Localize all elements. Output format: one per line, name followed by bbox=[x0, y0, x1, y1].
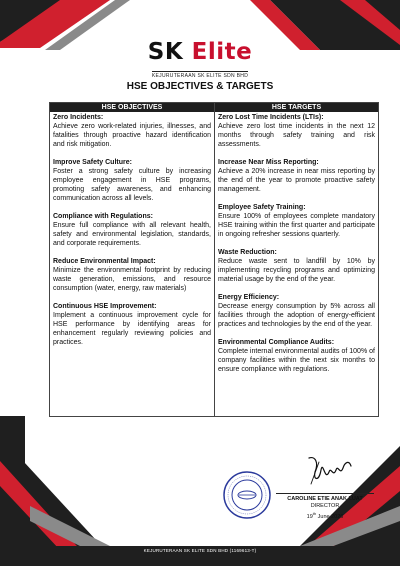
objective-title: Improve Safety Culture: bbox=[53, 159, 132, 166]
objective-item bbox=[53, 158, 211, 203]
logo-word-sk: SK bbox=[147, 39, 192, 65]
signature-line bbox=[276, 493, 374, 494]
objective-item bbox=[53, 212, 211, 248]
logo-tagline: KEJURUTERAAN SK ELITE SDN BHD bbox=[151, 73, 249, 79]
objective-text: Ensure full compliance with all relevant health, safety and environmental legislation, standards, and corporate requirements. bbox=[53, 222, 211, 247]
target-item bbox=[218, 203, 375, 239]
target-item bbox=[218, 293, 375, 329]
signing-date-suffix: th bbox=[312, 511, 317, 516]
footer-company-registration: KEJURUTERAAN SK ELITE SDN BHD (1169613-T) bbox=[143, 548, 257, 553]
signatory-block bbox=[270, 493, 380, 521]
objective-item bbox=[53, 257, 211, 293]
document-title: HSE OBJECTIVES & TARGETS bbox=[126, 81, 274, 92]
objective-title: Compliance with Regulations: bbox=[53, 213, 153, 220]
signatory-role: DIRECTOR bbox=[310, 503, 340, 509]
signatory-name: CAROLINE ETIE ANAK LUAT bbox=[287, 496, 363, 502]
target-text: Achieve a 20% increase in near miss reporting by the end of the year to promote proactive safety management. bbox=[218, 168, 375, 193]
objectives-header: HSE OBJECTIVES bbox=[50, 103, 214, 112]
target-item bbox=[218, 158, 375, 194]
target-item bbox=[218, 248, 375, 284]
objective-title: Reduce Environmental Impact: bbox=[53, 258, 156, 265]
objective-text: Minimize the environmental footprint by reducing waste generation, emissions, and resource consumption (water, energy, raw materials) bbox=[53, 267, 211, 292]
company-logo bbox=[0, 40, 400, 82]
target-text: Decrease energy consumption by 5% across all facilities through the adoption of energy-efficient practices and technologies by the end of the year. bbox=[218, 303, 375, 328]
targets-header: HSE TARGETS bbox=[215, 103, 378, 112]
company-seal-stamp bbox=[222, 470, 272, 520]
objective-text: Achieve zero work-related injuries, illnesses, and fatalities through proactive hazard identification and risk mitigation. bbox=[53, 123, 211, 148]
targets-column bbox=[214, 103, 378, 416]
target-title: Employee Safety Training: bbox=[218, 204, 306, 211]
objective-title: Continuous HSE Improvement: bbox=[53, 303, 157, 310]
logo-wordmark bbox=[0, 40, 400, 64]
logo-word-elite: Elite bbox=[191, 39, 253, 65]
objective-text: Implement a continuous improvement cycle for HSE performance by identifying areas for enhancement regularly reviewing policies and practices. bbox=[53, 312, 211, 346]
target-text: Reduce waste sent to landfill by 10% by implementing recycling programs and optimizing material usage by the end of the year. bbox=[218, 258, 375, 283]
objective-title: Zero Incidents: bbox=[53, 114, 104, 121]
target-title: Zero Lost Time Incidents (LTIs): bbox=[218, 114, 324, 121]
target-text: Ensure 100% of employees complete mandatory HSE training within the first quarter and participate in ongoing refresher sessions quarterly. bbox=[218, 213, 375, 238]
target-title: Increase Near Miss Reporting: bbox=[218, 159, 319, 166]
objective-item bbox=[53, 302, 211, 347]
objectives-column bbox=[50, 103, 214, 416]
objective-text: Foster a strong safety culture by increasing employee engagement in HSE programs, promoting safety awareness, and enhancing communication across all levels. bbox=[53, 168, 211, 202]
signing-date bbox=[270, 510, 380, 521]
target-title: Energy Efficiency: bbox=[218, 294, 280, 301]
target-item bbox=[218, 113, 375, 149]
target-title: Waste Reduction: bbox=[218, 249, 277, 256]
target-text: Achieve zero lost time incidents in the next 12 months through safety training and risk assessments. bbox=[218, 123, 375, 148]
director-signature bbox=[305, 452, 355, 488]
signing-date-day: 19 bbox=[306, 513, 313, 520]
signing-date-rest: June 2026 bbox=[316, 513, 344, 520]
objective-item bbox=[53, 113, 211, 149]
target-text: Complete internal environmental audits of 100% of company facilities within the next six months to ensure compliance with regulations. bbox=[218, 348, 375, 373]
target-item bbox=[218, 338, 375, 374]
target-title: Environmental Compliance Audits: bbox=[218, 339, 335, 346]
hse-table bbox=[49, 102, 379, 417]
